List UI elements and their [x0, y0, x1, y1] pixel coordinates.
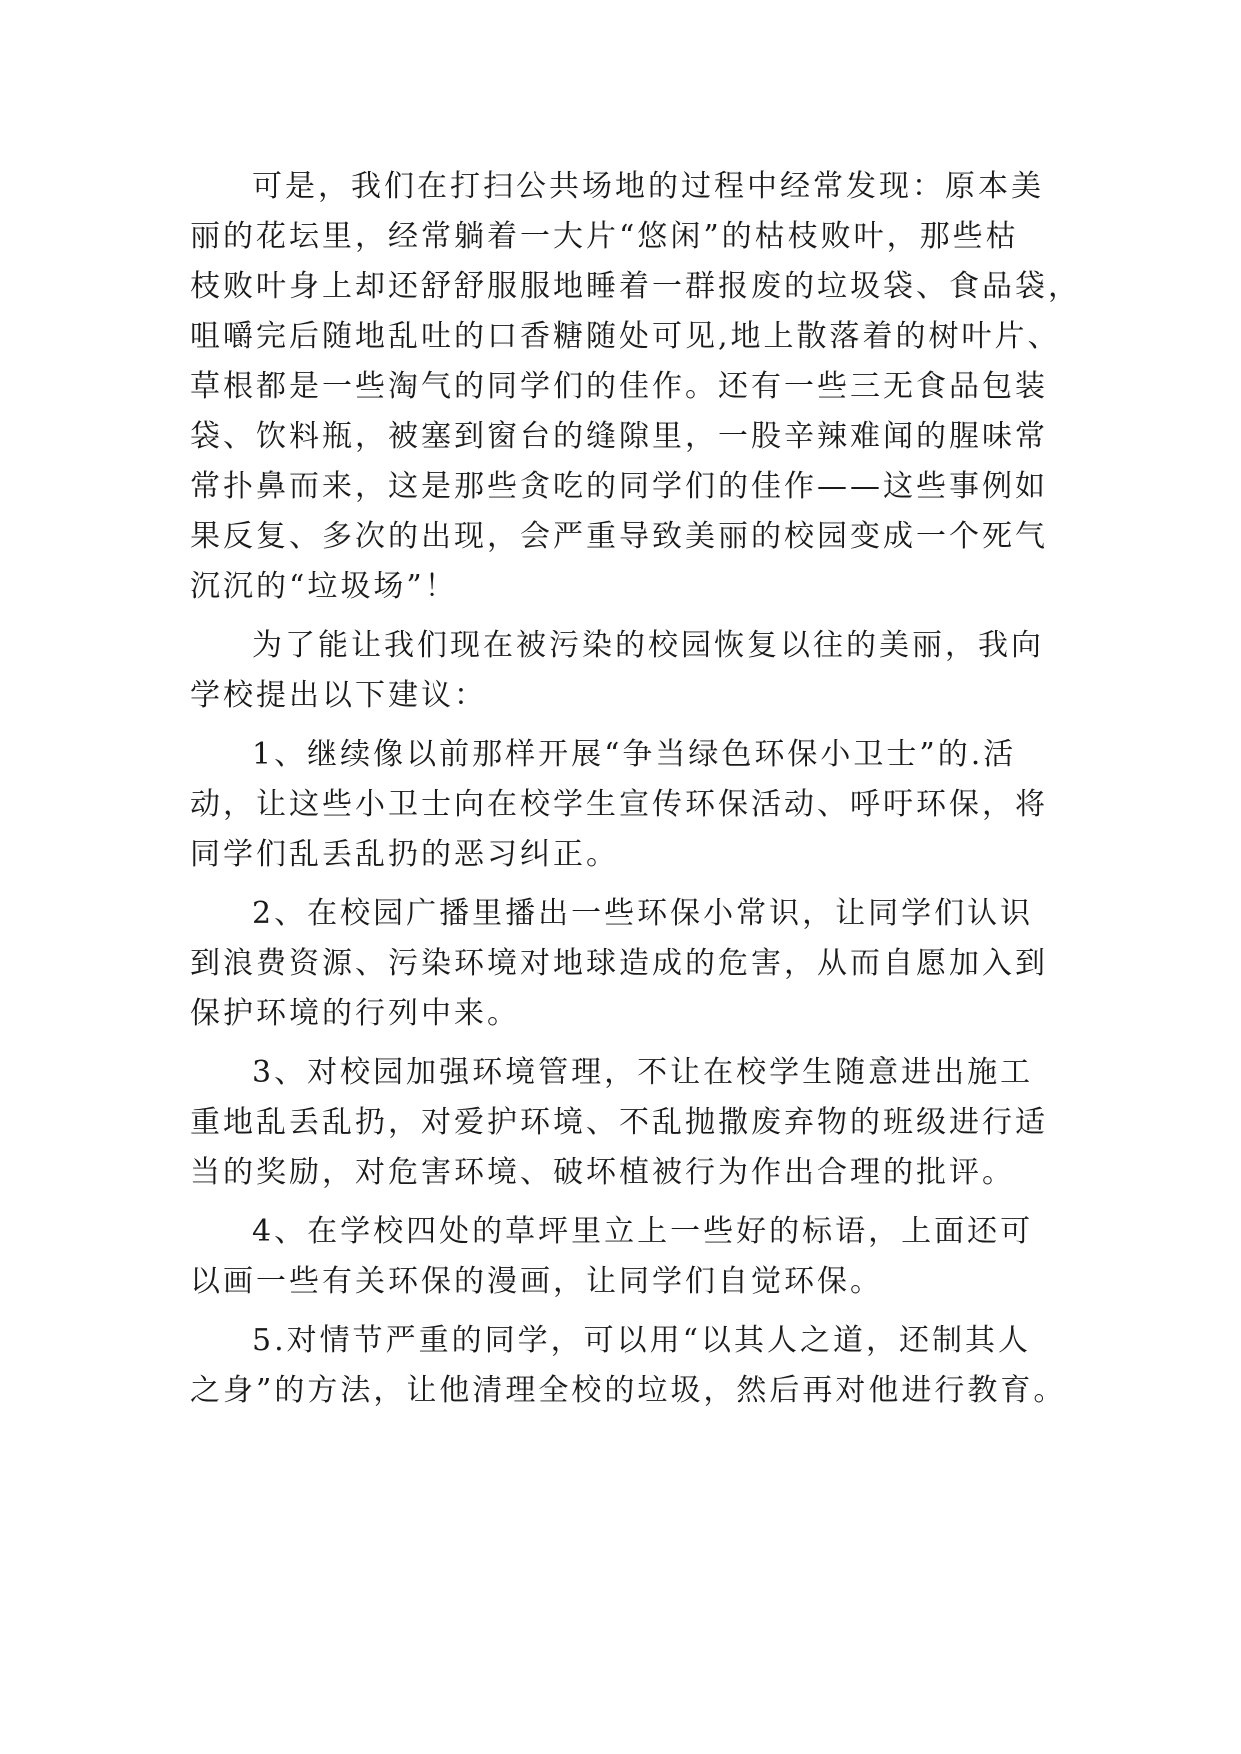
paragraph-proposal-intro	[190, 621, 1050, 721]
paragraph-suggestion-4	[190, 1207, 1050, 1307]
text-line: 2、在校园广播里播出一些环保小常识，让同学们认识	[252, 896, 1034, 931]
text-line: 到浪费资源、污染环境对地球造成的危害，从而自愿加入到	[190, 946, 1048, 981]
text-line: 5.对情节严重的同学，可以用“以其人之道，还制其人	[252, 1323, 1031, 1358]
text-line: 3、对校园加强环境管理，不让在校学生随意进出施工	[252, 1055, 1034, 1090]
paragraph-suggestion-5	[190, 1316, 1067, 1416]
paragraph-suggestion-2	[190, 889, 1050, 1039]
paragraph-suggestion-3	[190, 1048, 1050, 1198]
text-line: 咀嚼完后随地乱吐的口香糖随处可见,地上散落着的树叶片、	[190, 319, 1061, 354]
text-line: 4、在学校四处的草坪里立上一些好的标语，上面还可	[252, 1214, 1034, 1249]
document-body	[190, 162, 1081, 1425]
paragraph-observation	[190, 162, 1081, 612]
text-line: 草根都是一些淘气的同学们的佳作。还有一些三无食品包装	[190, 369, 1048, 404]
text-line: 袋、饮料瓶，被塞到窗台的缝隙里，一股辛辣难闻的腥味常	[190, 419, 1048, 454]
text-line: 同学们乱丢乱扔的恶习纠正。	[190, 837, 619, 872]
text-line: 学校提出以下建议：	[190, 678, 487, 713]
text-line: 重地乱丢乱扔，对爱护环境、不乱抛撒废弃物的班级进行适	[190, 1105, 1048, 1140]
text-line: 1、继续像以前那样开展“争当绿色环保小卫士”的.活	[252, 737, 1017, 772]
text-line: 为了能让我们现在被污染的校园恢复以往的美丽，我向	[252, 628, 1044, 663]
text-line: 常扑鼻而来，这是那些贪吃的同学们的佳作——这些事例如	[190, 469, 1048, 504]
text-line: 丽的花坛里，经常躺着一大片“悠闲”的枯枝败叶，那些枯	[190, 219, 1019, 254]
text-line: 枝败叶身上却还舒舒服服地睡着一群报废的垃圾袋、食品袋，	[190, 269, 1081, 304]
text-line: 之身”的方法，让他清理全校的垃圾，然后再对他进行教育。	[190, 1373, 1067, 1408]
text-line: 动，让这些小卫士向在校学生宣传环保活动、呼吁环保，将	[190, 787, 1048, 822]
text-line: 果反复、多次的出现，会严重导致美丽的校园变成一个死气	[190, 519, 1048, 554]
text-line: 保护环境的行列中来。	[190, 996, 520, 1031]
text-line: 当的奖励，对危害环境、破坏植被行为作出合理的批评。	[190, 1155, 1015, 1190]
text-line: 可是，我们在打扫公共场地的过程中经常发现：原本美	[252, 169, 1044, 204]
text-line: 以画一些有关环保的漫画，让同学们自觉环保。	[190, 1264, 883, 1299]
text-line: 沉沉的“垃圾场”！	[190, 569, 458, 604]
paragraph-suggestion-1	[190, 730, 1050, 880]
